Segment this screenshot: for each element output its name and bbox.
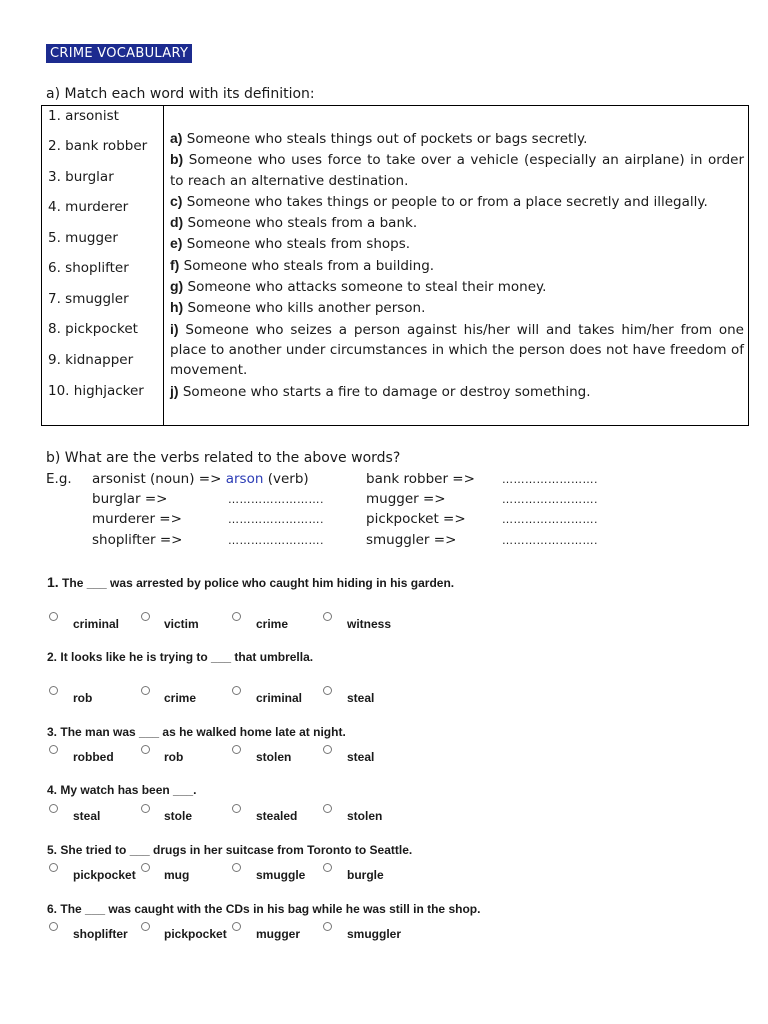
word-item: 5. mugger bbox=[48, 230, 118, 246]
definition-item bbox=[170, 191, 744, 212]
definition-list bbox=[170, 128, 744, 402]
radio-button[interactable] bbox=[49, 686, 58, 695]
question bbox=[47, 902, 480, 916]
definition-text: Someone who kills another person. bbox=[187, 300, 426, 317]
definition-letter: d) bbox=[170, 214, 184, 231]
radio-button[interactable] bbox=[141, 922, 150, 931]
question-text: She tried to ___ drugs in her suitcase from Toronto to Seattle. bbox=[60, 843, 413, 857]
page-title: CRIME VOCABULARY bbox=[46, 44, 192, 63]
radio-button[interactable] bbox=[141, 863, 150, 872]
question-number: 5. bbox=[47, 843, 58, 857]
definition-text: Someone who attacks someone to steal their money. bbox=[187, 279, 547, 296]
definition-text: Someone who steals things out of pockets or bags secretly. bbox=[186, 131, 588, 147]
verb-prompt: pickpocket => bbox=[366, 511, 466, 527]
radio-button[interactable] bbox=[232, 922, 241, 931]
part-b-heading: b) What are the verbs related to the above words? bbox=[46, 450, 401, 466]
verb-prompt: burglar => bbox=[92, 491, 168, 507]
radio-button[interactable] bbox=[49, 804, 58, 813]
question-text: It looks like he is trying to ___ that umbrella. bbox=[60, 650, 314, 664]
radio-button[interactable] bbox=[141, 612, 150, 621]
question-number: 1. bbox=[47, 574, 59, 590]
definition-letter: f) bbox=[170, 256, 180, 273]
radio-button[interactable] bbox=[49, 745, 58, 754]
radio-button[interactable] bbox=[232, 612, 241, 621]
word-item: 1. arsonist bbox=[48, 108, 119, 124]
definition-text: Someone who steals from a building. bbox=[183, 257, 435, 274]
option-label[interactable]: stole bbox=[164, 809, 193, 823]
definition-item bbox=[170, 255, 744, 276]
option-label[interactable]: stealed bbox=[256, 809, 298, 823]
definition-item bbox=[170, 319, 744, 381]
word-item: 7. smuggler bbox=[48, 291, 129, 307]
option-label[interactable]: rob bbox=[73, 691, 93, 705]
definition-item bbox=[170, 233, 744, 254]
option-label[interactable]: robbed bbox=[73, 750, 114, 764]
verb-prompt: smuggler => bbox=[366, 532, 457, 548]
definition-item bbox=[170, 381, 744, 402]
definition-letter: h) bbox=[170, 299, 184, 316]
option-label[interactable]: rob bbox=[164, 750, 184, 764]
answer-blank[interactable]: ……………………. bbox=[228, 493, 324, 506]
example-before: arsonist (noun) => bbox=[92, 471, 222, 487]
definition-letter: e) bbox=[170, 235, 183, 252]
example-answer: arson bbox=[225, 471, 264, 487]
option-label[interactable]: burgle bbox=[347, 868, 384, 882]
radio-button[interactable] bbox=[232, 745, 241, 754]
definition-text: Someone who steals from a bank. bbox=[187, 215, 418, 232]
option-label[interactable]: pickpocket bbox=[164, 927, 227, 941]
question-text: The ___ was caught with the CDs in his bag while he was still in the shop. bbox=[60, 902, 481, 916]
word-item: 2. bank robber bbox=[48, 138, 148, 154]
definition-letter: c) bbox=[170, 192, 183, 209]
definition-item bbox=[170, 212, 744, 233]
option-label[interactable]: criminal bbox=[73, 617, 120, 631]
definition-letter: a) bbox=[170, 130, 183, 146]
radio-button[interactable] bbox=[323, 745, 332, 754]
definition-text: Someone who uses force to take over a vehicle (especially an airplane) in order to reach an alternative destination. bbox=[170, 152, 744, 189]
definition-text: Someone who takes things or people to or from a place secretly and illegally. bbox=[186, 193, 708, 210]
radio-button[interactable] bbox=[323, 686, 332, 695]
answer-blank[interactable]: ……………………. bbox=[228, 534, 324, 547]
question-number: 4. bbox=[47, 783, 58, 797]
option-label[interactable]: steal bbox=[347, 750, 375, 764]
definition-item bbox=[170, 149, 744, 191]
radio-button[interactable] bbox=[141, 745, 150, 754]
option-label[interactable]: smuggle bbox=[256, 868, 306, 882]
definition-letter: i) bbox=[170, 320, 179, 337]
example-after: (verb) bbox=[267, 471, 309, 487]
question-text: The ___ was arrested by police who caught him hiding in his garden. bbox=[62, 576, 455, 590]
definition-item bbox=[170, 276, 744, 297]
option-label[interactable]: mugger bbox=[256, 927, 301, 941]
radio-button[interactable] bbox=[49, 863, 58, 872]
definition-text: Someone who steals from shops. bbox=[186, 236, 411, 253]
definition-letter: j) bbox=[170, 382, 179, 399]
option-label[interactable]: stolen bbox=[347, 809, 383, 823]
answer-blank[interactable]: ……………………. bbox=[502, 513, 598, 526]
answer-blank[interactable]: ……………………. bbox=[228, 513, 324, 526]
radio-button[interactable] bbox=[323, 804, 332, 813]
question bbox=[47, 843, 412, 857]
option-label[interactable]: mug bbox=[164, 868, 190, 882]
question-number: 2. bbox=[47, 650, 58, 664]
radio-button[interactable] bbox=[232, 804, 241, 813]
option-label[interactable]: steal bbox=[347, 691, 375, 705]
radio-button[interactable] bbox=[323, 863, 332, 872]
radio-button[interactable] bbox=[49, 612, 58, 621]
question-text: The man was ___ as he walked home late at night. bbox=[60, 725, 346, 739]
definition-text: Someone who starts a fire to damage or destroy something. bbox=[182, 383, 591, 400]
radio-button[interactable] bbox=[49, 922, 58, 931]
question bbox=[47, 783, 196, 797]
verb-prompt: bank robber => bbox=[366, 471, 475, 487]
option-label[interactable]: pickpocket bbox=[73, 868, 136, 882]
word-item: 4. murderer bbox=[48, 199, 129, 215]
word-item: 3. burglar bbox=[48, 169, 114, 185]
radio-button[interactable] bbox=[232, 686, 241, 695]
definition-item bbox=[170, 128, 744, 149]
verb-prompt: murderer => bbox=[92, 511, 182, 527]
part-a-heading: a) Match each word with its definition: bbox=[46, 86, 315, 102]
table-divider bbox=[163, 106, 164, 425]
radio-button[interactable] bbox=[232, 863, 241, 872]
question bbox=[47, 574, 454, 590]
question-number: 6. bbox=[47, 902, 58, 916]
definition-item bbox=[170, 297, 744, 318]
example-row bbox=[92, 471, 309, 487]
question-number: 3. bbox=[47, 725, 58, 739]
word-item: 10. highjacker bbox=[48, 383, 144, 399]
option-label[interactable]: victim bbox=[164, 617, 199, 631]
option-label[interactable]: crime bbox=[256, 617, 289, 631]
option-label[interactable]: smuggler bbox=[347, 927, 402, 941]
word-item: 8. pickpocket bbox=[48, 321, 138, 337]
radio-button[interactable] bbox=[323, 922, 332, 931]
matching-table bbox=[41, 105, 749, 426]
option-label[interactable]: steal bbox=[73, 809, 101, 823]
radio-button[interactable] bbox=[141, 804, 150, 813]
verb-prompt: mugger => bbox=[366, 491, 446, 507]
radio-button[interactable] bbox=[323, 612, 332, 621]
verb-prompt: shoplifter => bbox=[92, 532, 183, 548]
question bbox=[47, 725, 346, 739]
radio-button[interactable] bbox=[141, 686, 150, 695]
definition-letter: b) bbox=[170, 151, 184, 168]
definition-letter: g) bbox=[170, 278, 184, 295]
option-label[interactable]: shoplifter bbox=[73, 927, 128, 941]
option-label[interactable]: crime bbox=[164, 691, 197, 705]
word-item: 6. shoplifter bbox=[48, 260, 129, 276]
word-item: 9. kidnapper bbox=[48, 352, 134, 368]
option-label[interactable]: criminal bbox=[256, 691, 303, 705]
option-label[interactable]: stolen bbox=[256, 750, 292, 764]
question-text: My watch has been ___. bbox=[60, 783, 197, 797]
answer-blank[interactable]: ……………………. bbox=[502, 473, 598, 486]
answer-blank[interactable]: ……………………. bbox=[502, 493, 598, 506]
question bbox=[47, 650, 313, 664]
option-label[interactable]: witness bbox=[347, 617, 392, 631]
answer-blank[interactable]: ……………………. bbox=[502, 534, 598, 547]
definition-text: Someone who seizes a person against his/her will and takes him/her from one place to another under circumstances in which the person does not have freedom of movement. bbox=[170, 321, 744, 379]
eg-label: E.g. bbox=[46, 471, 72, 487]
